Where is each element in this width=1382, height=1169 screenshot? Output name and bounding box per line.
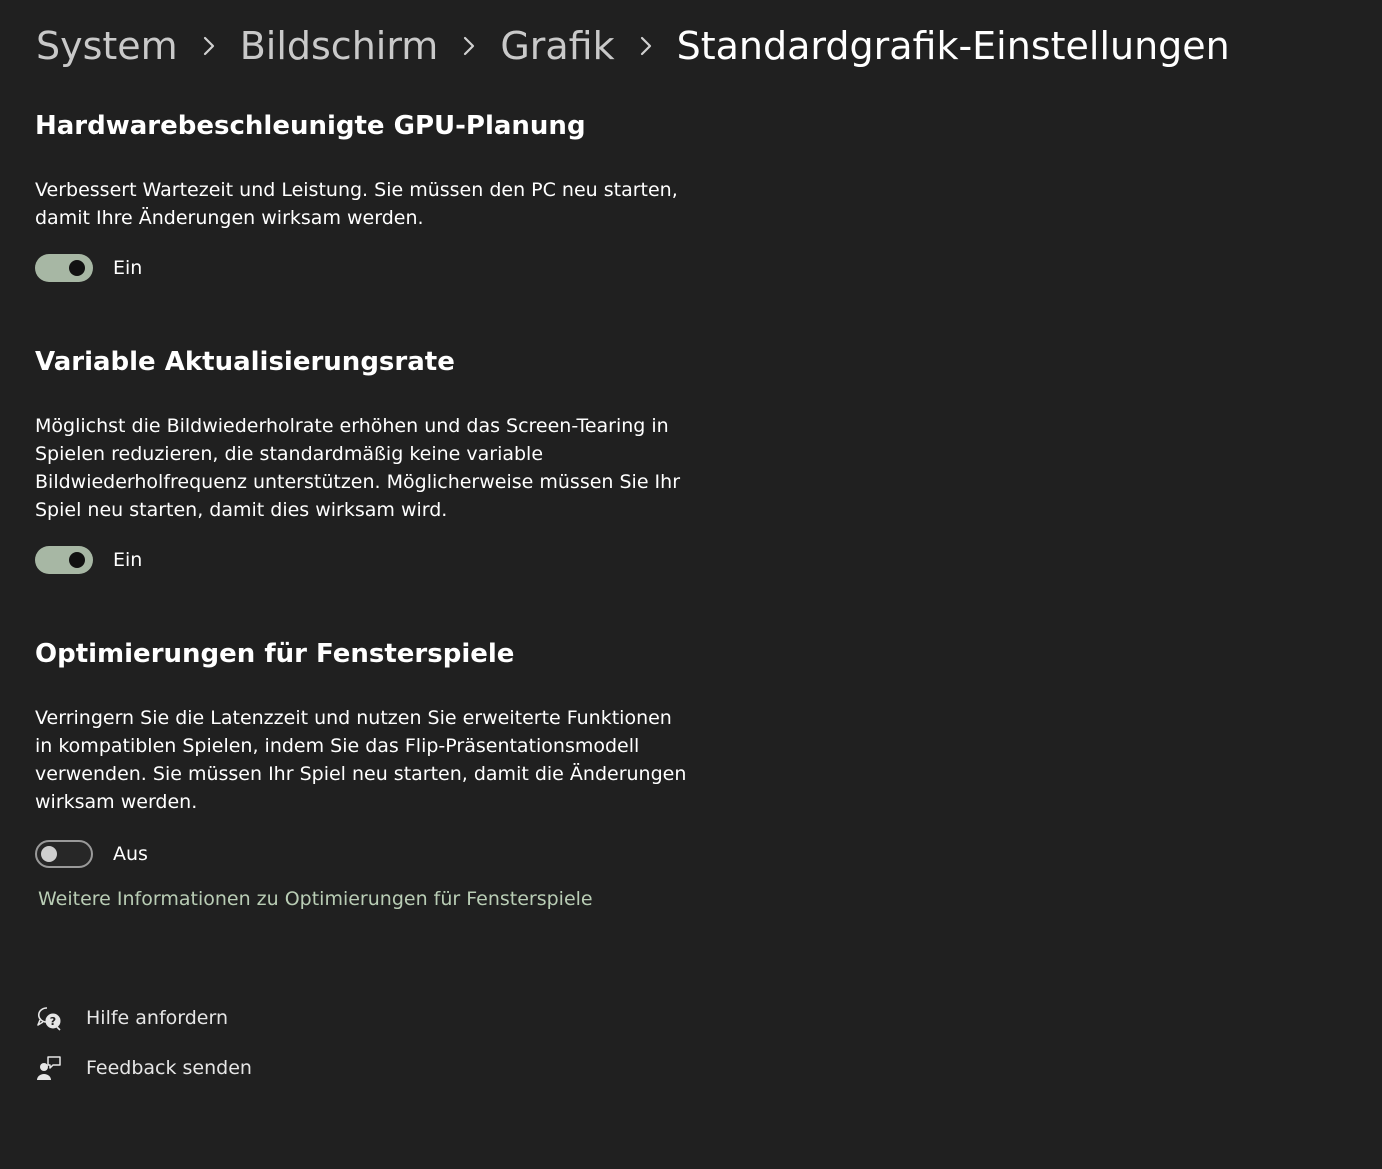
send-feedback-label: Feedback senden	[86, 1057, 252, 1079]
section-description: Verbessert Wartezeit und Leistung. Sie müssen den PC neu starten, damit Ihre Änderungen wirksam werden.	[35, 179, 678, 229]
toggle-row	[35, 838, 695, 870]
breadcrumb-system[interactable]: System	[36, 24, 178, 68]
section-description: Möglichst die Bildwiederholrate erhöhen und das Screen-Tearing in Spielen reduzieren, die standardmäßig keine variable Bildwiederholfrequenz unterstützen. Möglicherweise müssen Sie Ihr Spiel neu starten, damit dies wirksam wird.	[35, 415, 681, 521]
section-description: Verringern Sie die Latenzzeit und nutzen Sie erweiterte Funktionen in kompatiblen Spielen, indem Sie das Flip-Präsentationsmodell verwenden. Sie müssen Ihr Spiel neu starten, damit die Änderungen wirksam werden.	[35, 707, 687, 813]
breadcrumb	[36, 14, 1230, 78]
toggle-state-label: Aus	[113, 843, 148, 865]
section-gpu-scheduling	[35, 110, 695, 284]
toggle-state-label: Ein	[113, 549, 143, 571]
section-variable-refresh-rate	[35, 346, 695, 576]
toggle-state-label: Ein	[113, 257, 143, 279]
breadcrumb-bildschirm[interactable]: Bildschirm	[239, 24, 439, 68]
section-title: Hardwarebeschleunigte GPU-Planung	[35, 111, 586, 141]
toggle-row	[35, 544, 695, 576]
chevron-right-icon	[615, 35, 677, 57]
section-windowed-games	[35, 638, 695, 870]
variable-refresh-rate-toggle[interactable]	[35, 546, 93, 574]
get-help-label: Hilfe anfordern	[86, 1007, 229, 1029]
send-feedback-link[interactable]	[36, 1053, 252, 1083]
section-title: Variable Aktualisierungsrate	[35, 347, 455, 377]
toggle-knob	[69, 552, 85, 568]
chevron-right-icon	[438, 35, 500, 57]
get-help-link[interactable]	[36, 1003, 228, 1033]
feedback-icon	[36, 1055, 62, 1081]
svg-text:?: ?	[49, 1015, 57, 1028]
page-title: Standardgrafik-Einstellungen	[676, 24, 1230, 68]
help-chat-icon	[36, 1005, 62, 1031]
breadcrumb-grafik[interactable]: Grafik	[500, 24, 615, 68]
section-title: Optimierungen für Fensterspiele	[35, 639, 515, 669]
toggle-row	[35, 252, 695, 284]
toggle-knob	[41, 846, 57, 862]
windowed-games-toggle[interactable]	[35, 840, 93, 868]
gpu-scheduling-toggle[interactable]	[35, 254, 93, 282]
more-info-link[interactable]: Weitere Informationen zu Optimierungen für Fensterspiele	[38, 888, 593, 910]
chevron-right-icon	[178, 35, 240, 57]
toggle-knob	[69, 260, 85, 276]
